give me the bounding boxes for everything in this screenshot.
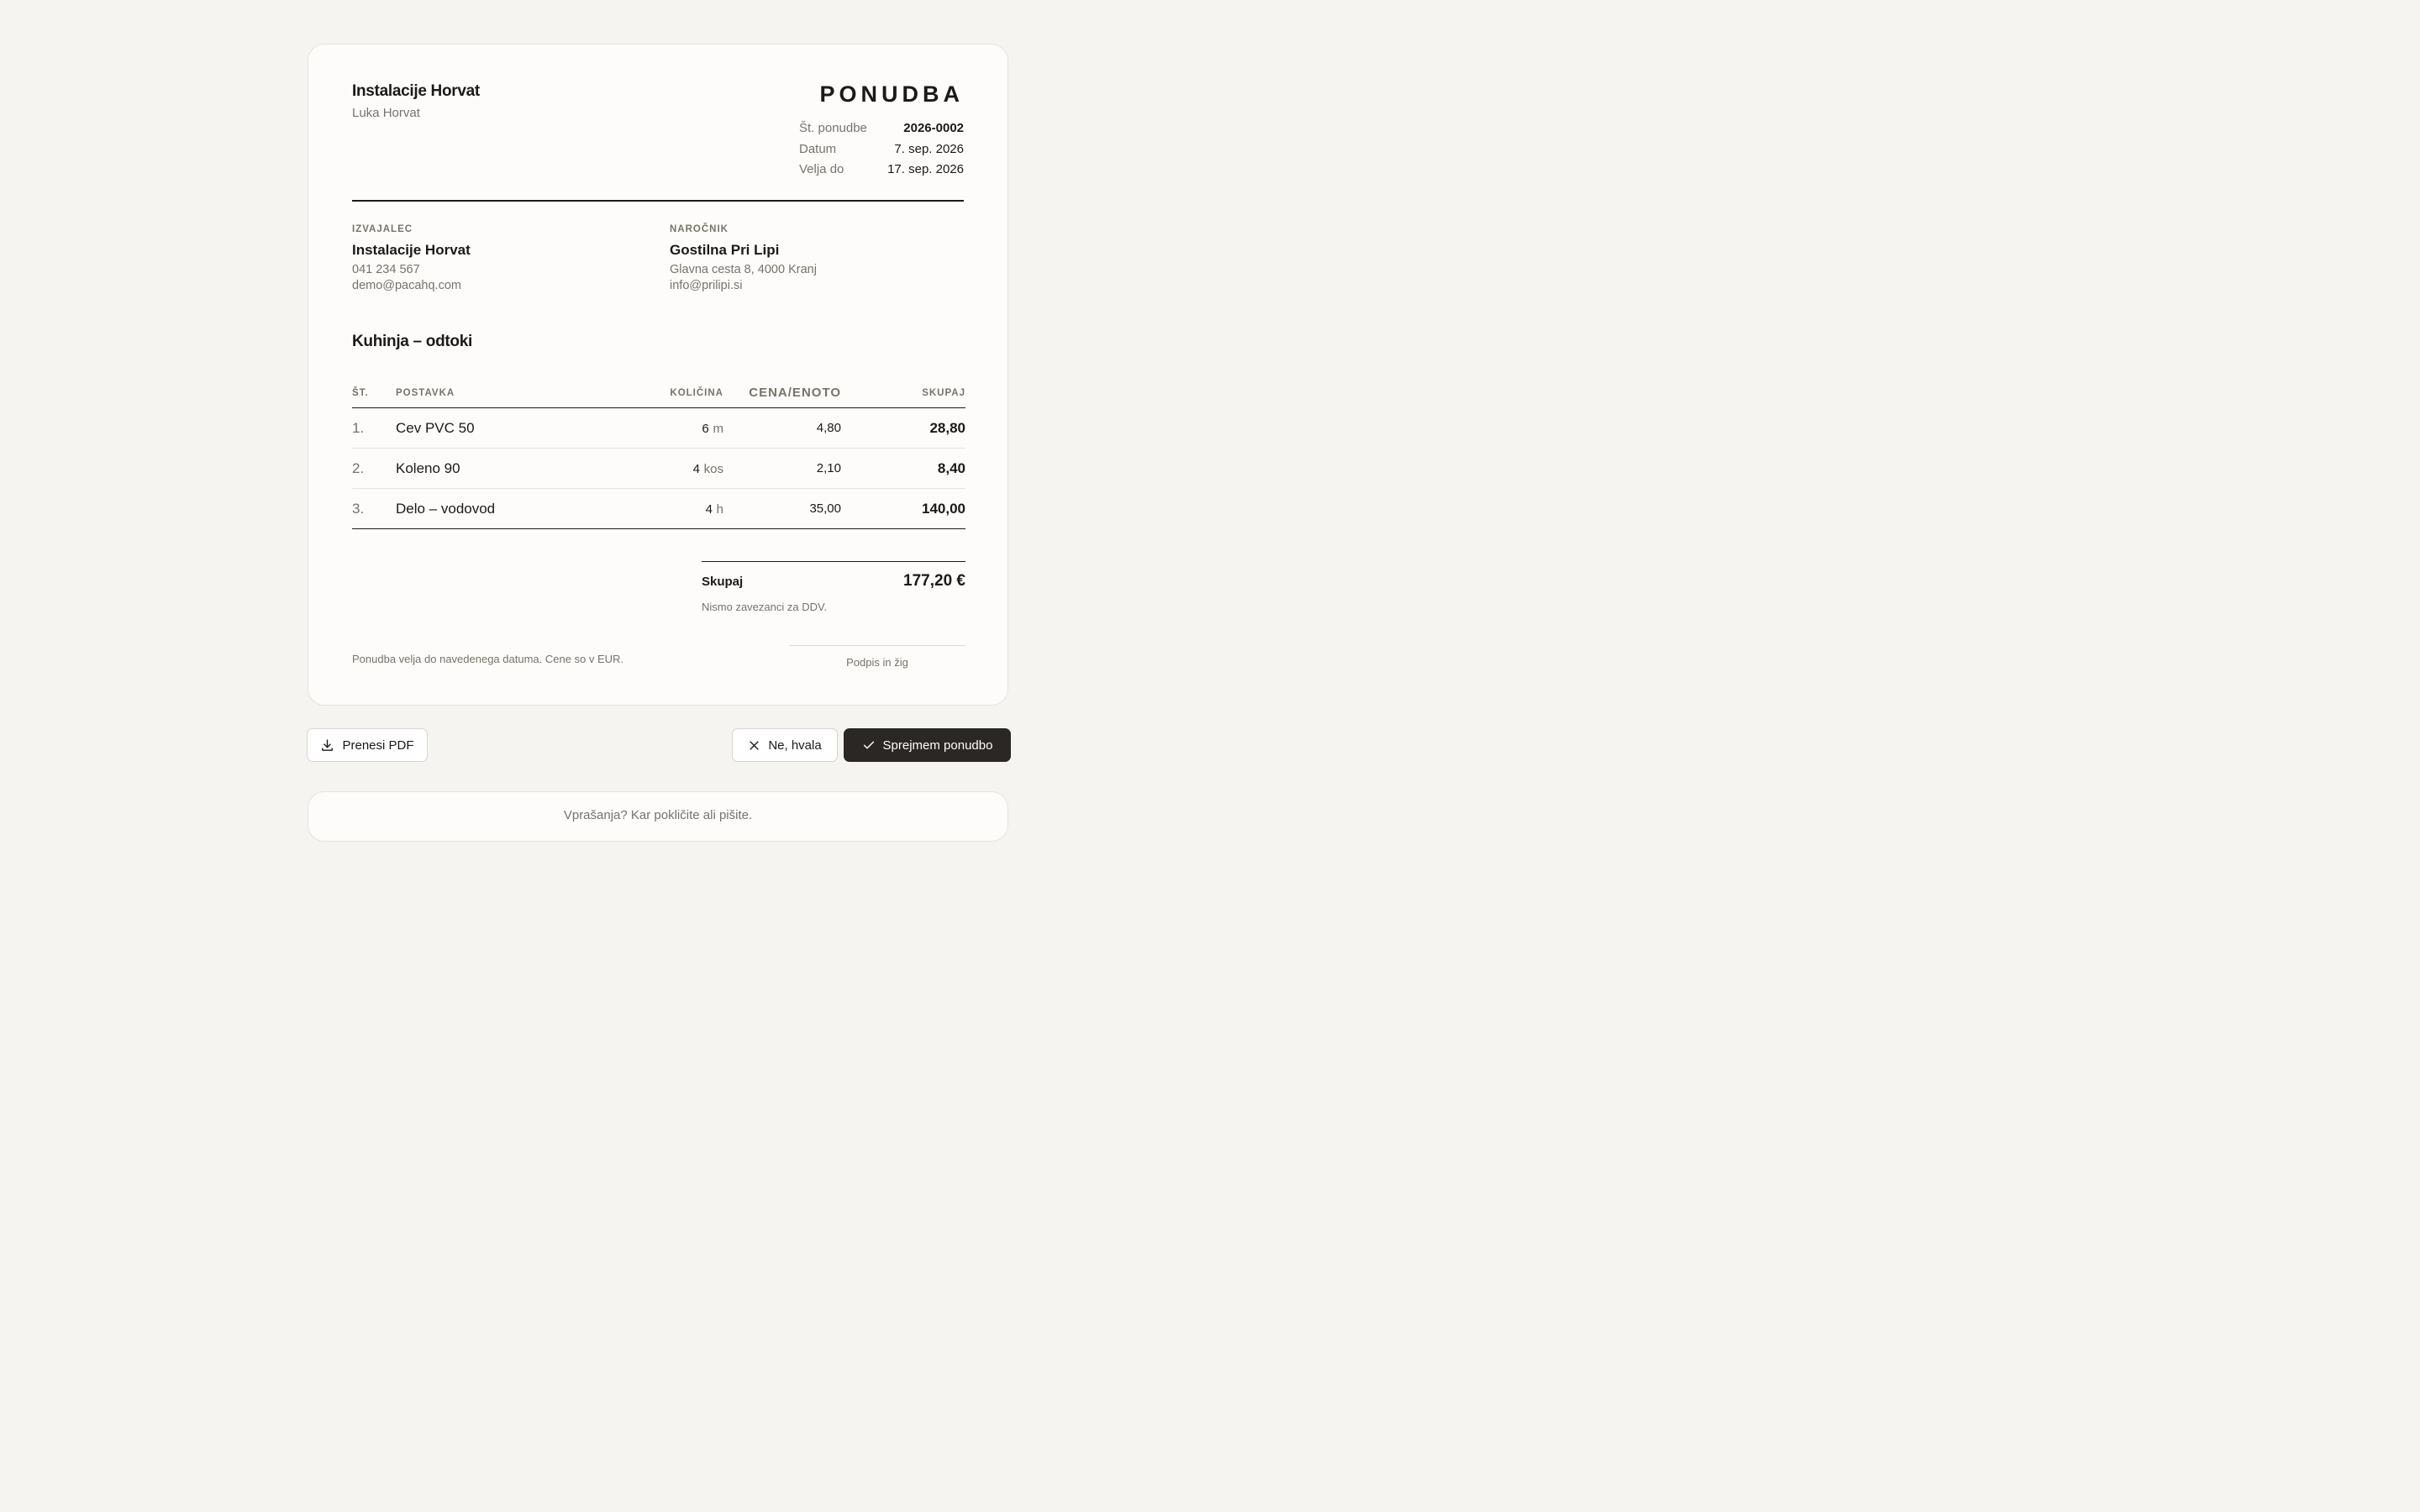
qty-unit: m [713, 421, 723, 436]
row-price: 2,10 [723, 449, 841, 489]
table-row [352, 489, 965, 529]
qty-value: 6 [702, 421, 709, 436]
row-number: 2. [352, 449, 396, 489]
meta-row-valid-until [799, 160, 964, 181]
row-total: 28,80 [841, 408, 965, 449]
row-total: 140,00 [841, 489, 965, 529]
contractor-name: Instalacije Horvat [352, 242, 471, 258]
row-number: 3. [352, 489, 396, 529]
signature-label: Podpis in žig [846, 656, 908, 669]
qty-unit: h [716, 501, 723, 517]
row-price: 35,00 [723, 489, 841, 529]
decline-label: Ne, hvala [768, 738, 822, 753]
download-icon [320, 738, 334, 753]
header-price: CENA/ENOTO [723, 386, 841, 408]
client-label: NAROČNIK [670, 224, 729, 234]
quote-number: 2026-0002 [903, 121, 964, 135]
download-pdf-label: Prenesi PDF [342, 738, 414, 753]
row-price: 4,80 [723, 408, 841, 449]
download-pdf-button[interactable] [307, 728, 428, 762]
quote-date: 7. sep. 2026 [894, 141, 964, 156]
items-table [352, 386, 965, 529]
vat-note: Nismo zavezanci za DDV. [702, 601, 828, 613]
meta-label: Datum [799, 141, 837, 156]
client-email: info@prilipi.si [670, 279, 743, 292]
row-qty [631, 449, 723, 489]
client-address: Glavna cesta 8, 4000 Kranj [670, 263, 817, 276]
owner-name: Luka Horvat [352, 106, 420, 120]
grand-total-value: 177,20 € [903, 572, 965, 590]
decline-button[interactable] [732, 728, 838, 762]
contractor-block [352, 224, 638, 292]
row-item: Koleno 90 [396, 449, 631, 489]
row-qty [631, 489, 723, 529]
header-no: ŠT. [352, 386, 396, 408]
row-item: Cev PVC 50 [396, 408, 631, 449]
accept-offer-button[interactable] [844, 728, 1011, 762]
table-row [352, 408, 965, 449]
row-number: 1. [352, 408, 396, 449]
grand-total-row [702, 572, 965, 591]
meta-label: Št. ponudbe [799, 121, 867, 135]
quote-card [308, 44, 1008, 706]
qty-value: 4 [692, 461, 700, 476]
table-row [352, 449, 965, 489]
footer-note: Ponudba velja do navedenega datuma. Cene so v EUR. [352, 653, 624, 665]
row-qty [631, 408, 723, 449]
qty-unit: kos [703, 461, 723, 476]
row-total: 8,40 [841, 449, 965, 489]
row-item: Delo – vodovod [396, 489, 631, 529]
client-block [670, 224, 955, 292]
contractor-email: demo@pacahq.com [352, 279, 461, 292]
header-qty: KOLIČINA [631, 386, 723, 408]
grand-total-label: Skupaj [702, 574, 744, 589]
document-title: PONUDBA [819, 81, 964, 107]
table-header-row [352, 386, 965, 408]
signature-line [789, 645, 965, 646]
valid-until-date: 17. sep. 2026 [887, 162, 964, 176]
client-name: Gostilna Pri Lipi [670, 242, 780, 258]
header-total: SKUPAJ [841, 386, 965, 408]
section-title: Kuhinja – odtoki [352, 333, 472, 350]
help-card [308, 791, 1008, 842]
contractor-phone: 041 234 567 [352, 263, 420, 276]
meta-row-date [799, 139, 964, 160]
contractor-label: IZVAJALEC [352, 224, 413, 234]
qty-value: 4 [705, 501, 713, 517]
check-icon [862, 738, 876, 752]
header-item: POSTAVKA [396, 386, 631, 408]
company-name: Instalacije Horvat [352, 82, 480, 100]
quote-meta [799, 118, 964, 181]
accept-offer-label: Sprejmem ponudbo [882, 738, 993, 753]
totals-block [702, 561, 965, 613]
meta-label: Velja do [799, 162, 844, 176]
close-icon [748, 739, 760, 752]
header-divider [352, 200, 964, 202]
meta-row-number [799, 118, 964, 139]
help-text: Vprašanja? Kar pokličite ali pišite. [563, 808, 753, 822]
